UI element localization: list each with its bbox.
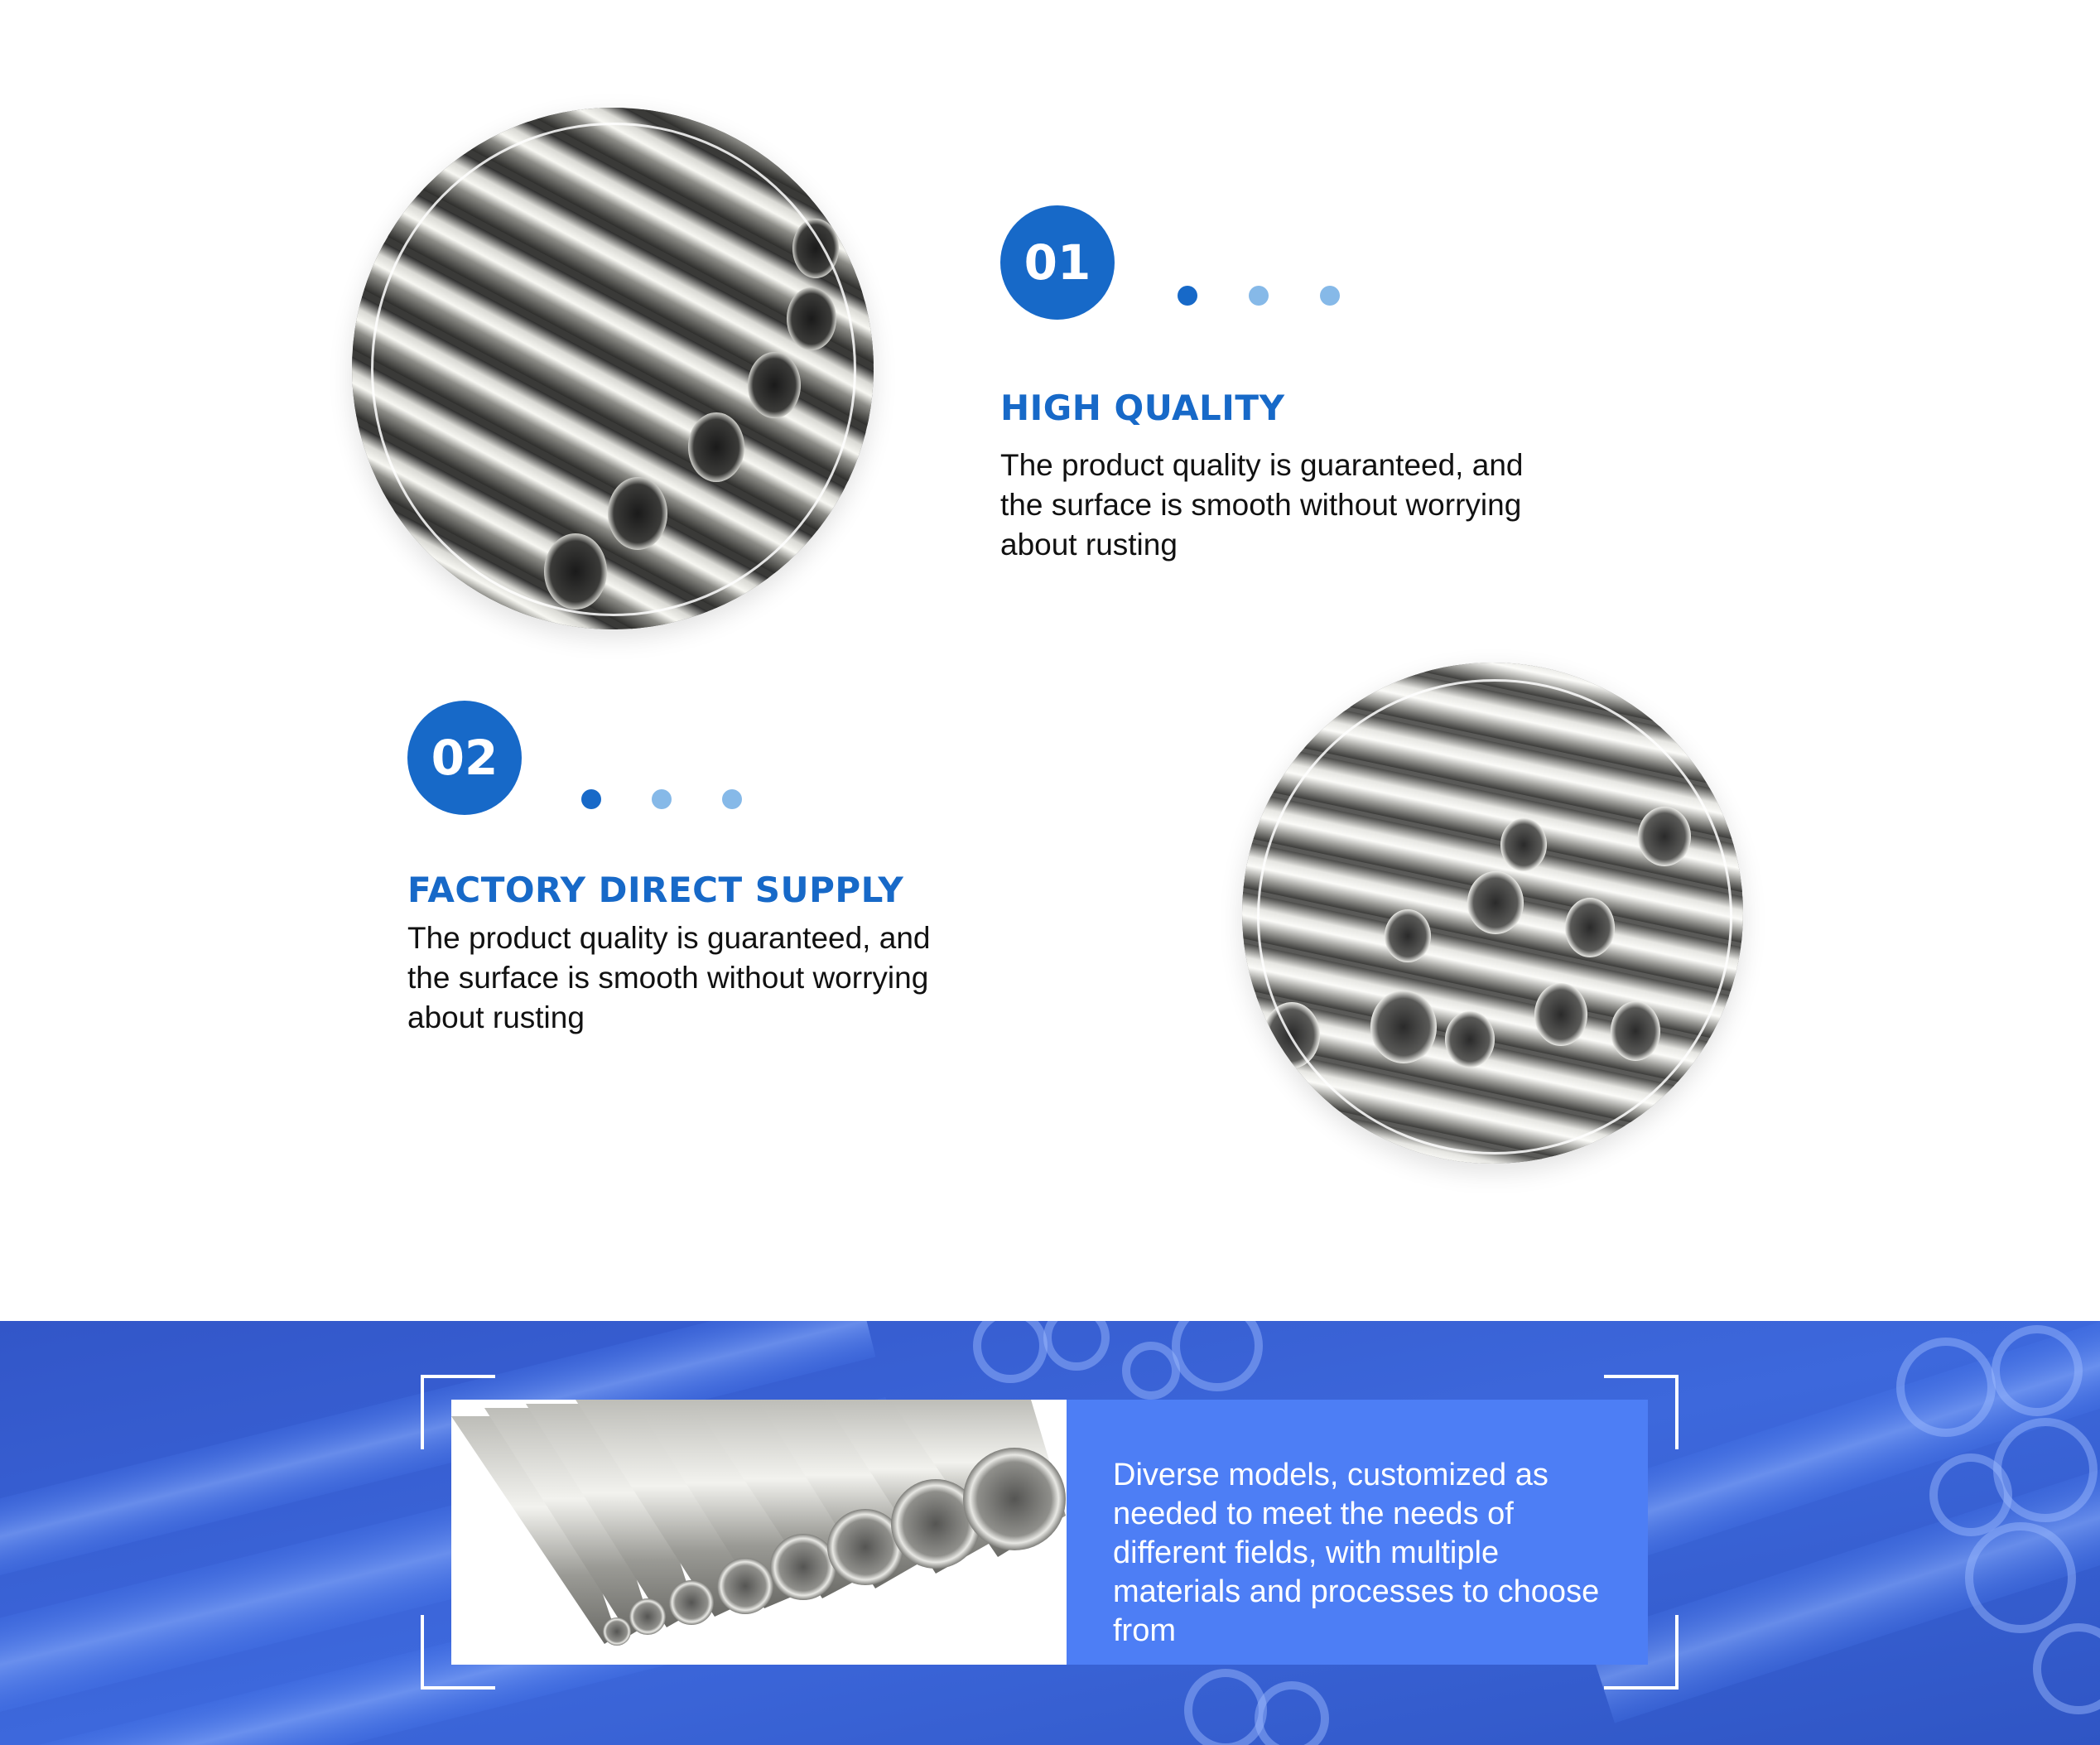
dot-indicator bbox=[652, 789, 672, 809]
feature-title-2: FACTORY DIRECT SUPPLY bbox=[407, 870, 904, 910]
feature-description-1: The product quality is guaranteed, and the surface is smooth without worrying about rusting bbox=[1000, 448, 1524, 562]
dot-indicator bbox=[1249, 286, 1269, 306]
customization-banner bbox=[0, 1321, 2100, 1745]
dot-indicator bbox=[722, 789, 742, 809]
pipes-photo-1-art bbox=[352, 108, 874, 629]
dot-indicator bbox=[581, 789, 601, 809]
customization-description: Diverse models, customized as needed to meet the needs of different fields, with multiple materials and processes to choose from bbox=[1113, 1458, 1600, 1648]
customization-text-card bbox=[1067, 1400, 1648, 1665]
feature-description-2: The product quality is guaranteed, and the surface is smooth without worrying about rusting bbox=[407, 921, 931, 1034]
pipes-photo-2 bbox=[1242, 663, 1743, 1164]
dot-indicator bbox=[1178, 286, 1197, 306]
pipes-photo-2-art bbox=[1242, 663, 1743, 1164]
dot-indicator bbox=[1320, 286, 1340, 306]
feature-number-badge-1: 01 bbox=[1000, 205, 1115, 320]
feature-number-badge-2: 02 bbox=[407, 701, 522, 815]
pipe-sizes-photo-art bbox=[451, 1400, 1067, 1665]
feature-title-1: HIGH QUALITY bbox=[1000, 388, 1285, 428]
pipes-photo-1 bbox=[352, 108, 874, 629]
pipe-sizes-photo bbox=[451, 1400, 1067, 1665]
